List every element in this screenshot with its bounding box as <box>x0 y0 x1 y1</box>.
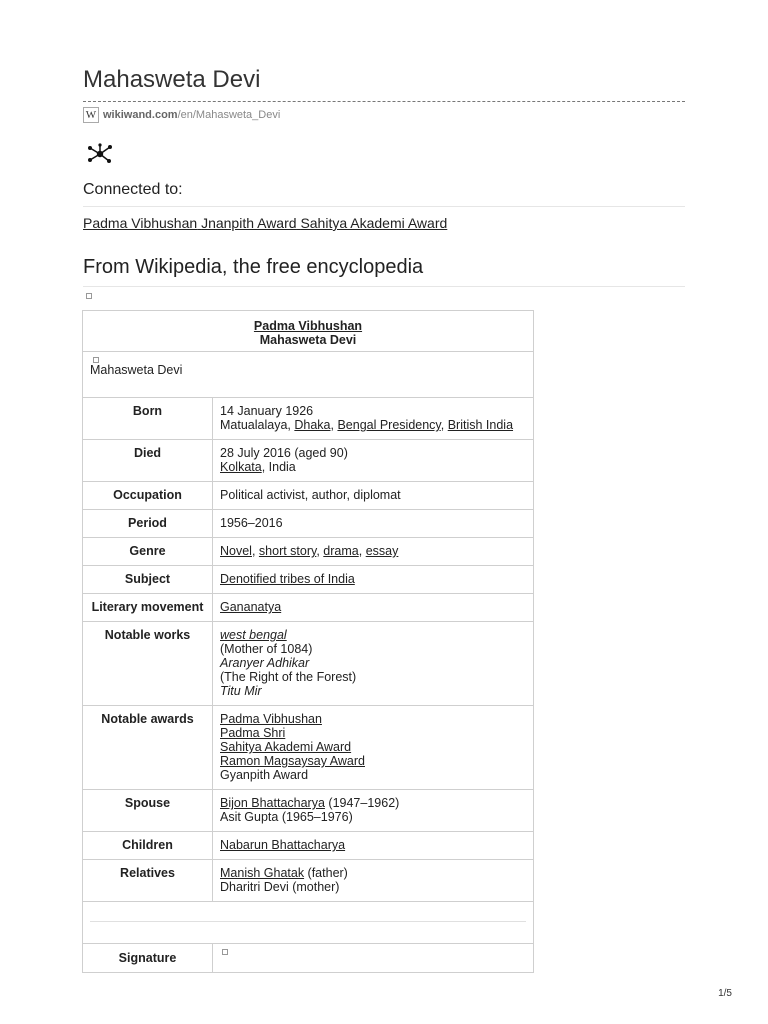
connected-link[interactable]: Sahitya Akademi Award <box>300 215 448 231</box>
row-value <box>213 790 399 831</box>
infobox-row-died <box>83 440 533 482</box>
infobox-row-signature <box>83 944 533 972</box>
infobox-row-relatives <box>83 860 533 902</box>
link[interactable]: Bijon Bhattacharya <box>220 796 325 810</box>
work-title: Titu Mir <box>220 684 262 698</box>
link[interactable]: Novel <box>220 544 252 558</box>
row-label: Relatives <box>83 860 213 901</box>
row-label: Notable works <box>83 622 213 705</box>
title-divider <box>83 101 685 102</box>
connected-link[interactable]: Jnanpith Award <box>201 215 297 231</box>
row-value <box>213 832 345 859</box>
infobox-row-works <box>83 622 533 706</box>
signature-image <box>213 944 533 972</box>
link[interactable]: Dhaka <box>294 418 331 432</box>
link[interactable]: Bengal Presidency <box>337 418 441 432</box>
infobox-row-awards <box>83 706 533 790</box>
infobox-header <box>83 311 533 352</box>
spouse-years: (1947–1962) <box>324 796 400 810</box>
row-label: Signature <box>83 944 213 972</box>
divider <box>90 921 526 922</box>
source-link[interactable] <box>83 107 280 123</box>
connected-links <box>83 215 447 231</box>
infobox-row-subject <box>83 566 533 594</box>
link[interactable]: Manish Ghatak <box>220 866 305 880</box>
section-title: From Wikipedia, the free encyclopedia <box>83 256 424 278</box>
divider <box>83 206 685 207</box>
link[interactable]: west bengal <box>220 628 287 642</box>
row-value: 1956–2016 <box>220 516 283 530</box>
image-caption: Mahasweta Devi <box>90 363 183 377</box>
link[interactable]: Gananatya <box>220 600 282 614</box>
wikipedia-logo-icon: W <box>83 107 99 123</box>
link[interactable]: Padma Shri <box>220 726 286 740</box>
award-text: Gyanpith Award <box>220 768 309 782</box>
link[interactable]: Sahitya Akademi Award <box>220 740 352 754</box>
infobox-row-movement <box>83 594 533 622</box>
infobox-image <box>83 352 533 398</box>
infobox-header-name: Mahasweta Devi <box>259 333 357 347</box>
link[interactable]: British India <box>447 418 514 432</box>
infobox-row-born <box>83 398 533 440</box>
connected-to-label: Connected to: <box>83 181 183 198</box>
work-title: Aranyer Adhikar <box>220 656 310 670</box>
row-label: Period <box>83 510 213 537</box>
page-title: Mahasweta Devi <box>83 66 261 93</box>
page-number: 1/5 <box>718 988 732 999</box>
row-label: Died <box>83 440 213 481</box>
row-value: Political activist, author, diplomat <box>220 488 401 502</box>
row-label: Notable awards <box>83 706 213 789</box>
birth-date: 14 January 1926 <box>220 404 314 418</box>
relative-line: Dharitri Devi (mother) <box>220 880 340 894</box>
image-placeholder-icon <box>222 949 228 955</box>
row-value: Novel, short story, drama, essay <box>220 544 399 558</box>
work-note: (The Right of the Forest) <box>220 670 357 684</box>
link[interactable]: Nabarun Bhattacharya <box>220 838 346 852</box>
link[interactable]: Padma Vibhushan <box>220 712 322 726</box>
work-note: (Mother of 1084) <box>220 642 313 656</box>
infobox-header-link[interactable]: Padma Vibhushan <box>253 319 363 333</box>
row-label: Occupation <box>83 482 213 509</box>
image-placeholder-icon <box>86 293 92 299</box>
row-value <box>213 566 355 593</box>
death-date: 28 July 2016 (aged 90) <box>220 446 348 460</box>
link[interactable]: Denotified tribes of India <box>220 572 355 586</box>
infobox-row-occupation <box>83 482 533 510</box>
row-label: Children <box>83 832 213 859</box>
row-value <box>213 594 281 621</box>
row-label: Spouse <box>83 790 213 831</box>
row-label: Subject <box>83 566 213 593</box>
row-value: 14 January 1926 Matualalaya, Dhaka, Bengal Presidency, British India <box>220 404 514 432</box>
row-label: Genre <box>83 538 213 565</box>
infobox-row-spouse <box>83 790 533 832</box>
row-label: Born <box>83 398 213 439</box>
infobox-row-children <box>83 832 533 860</box>
link[interactable]: essay <box>365 544 399 558</box>
birth-place: Matualalaya, <box>220 418 295 432</box>
spouse-line: Asit Gupta (1965–1976) <box>220 810 353 824</box>
divider <box>83 286 685 287</box>
row-value <box>213 706 365 789</box>
row-label: Literary movement <box>83 594 213 621</box>
relation: (father) <box>304 866 348 880</box>
connected-link[interactable]: Padma Vibhushan <box>83 215 198 231</box>
source-domain: wikiwand.com <box>103 109 178 121</box>
link[interactable]: Kolkata <box>220 460 262 474</box>
row-value <box>213 622 356 705</box>
row-value <box>213 860 348 901</box>
infobox-row-period <box>83 510 533 538</box>
link[interactable]: short story <box>258 544 317 558</box>
network-icon[interactable] <box>87 143 113 165</box>
row-value <box>213 440 348 481</box>
source-path: /en/Mahasweta_Devi <box>177 109 281 121</box>
infobox-row-genre <box>83 538 533 566</box>
link[interactable]: Ramon Magsaysay Award <box>220 754 365 768</box>
death-country: , India <box>261 460 296 474</box>
infobox-blank-row <box>83 902 533 944</box>
infobox <box>82 310 534 973</box>
link[interactable]: drama <box>323 544 359 558</box>
